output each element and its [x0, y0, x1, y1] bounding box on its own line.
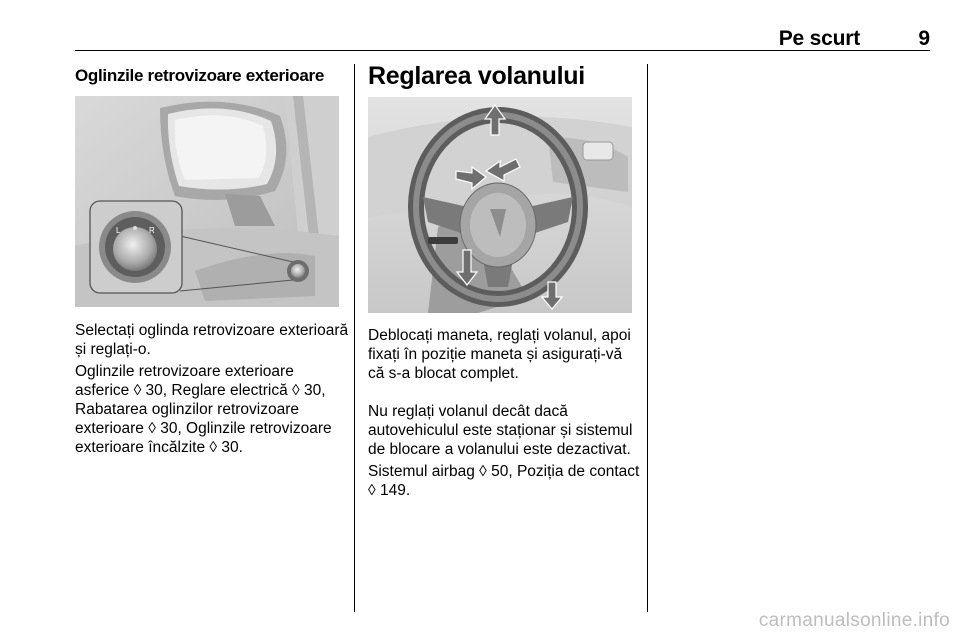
chapter-title: Pe scurt [778, 27, 860, 50]
steering-paragraph-2: Nu reglați volanul decât dacă autovehiculul este staționar și sistemul de blocare a volanului este dezactivat. [368, 403, 633, 458]
mirrors-paragraph-1: Selectați oglinda retrovizoare exterioară și reglați-o. [75, 322, 349, 358]
mirrors-paragraph-2: Oglinzile retrovizoare exterioare asferice ◊ 30, Reglare electrică ◊ 30, Rabatarea oglinzilor retrovizoare exterioare ◊ 30, Oglinzile retrovizoare exterioare încălzite ◊ 30. [75, 363, 332, 456]
steering-wheel-illustration [368, 97, 632, 313]
steering-paragraph-3: Sistemul airbag ◊ 50, Poziția de contact ◊ 149. [368, 463, 640, 499]
mirror-illustration [75, 96, 339, 307]
steering-paragraph-1: Deblocați maneta, reglați volanul, apoi fixați în poziție maneta și asigurați-vă că s-a blocat complet. [368, 327, 631, 382]
header-rule [75, 50, 930, 51]
column-divider-1 [354, 64, 355, 612]
page-number: 9 [918, 27, 930, 50]
switch-label-right: R [149, 226, 155, 235]
column-divider-2 [647, 64, 648, 612]
watermark: carmanualsonline.info [758, 610, 950, 631]
switch-label-left: L [116, 226, 121, 235]
mirrors-heading: Oglinzile retrovizoare exterioare [75, 66, 324, 85]
steering-heading: Reglarea volanului [368, 62, 585, 90]
